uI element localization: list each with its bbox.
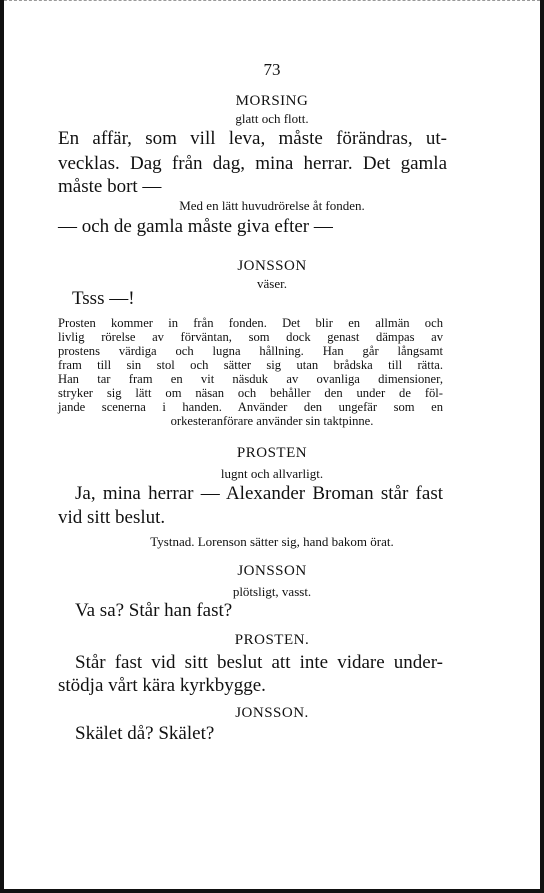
speaker-jonsson: JONSSON. [235,705,309,721]
speaker-prosten: PROSTEN [236,445,308,461]
dialogue-line: måste bort — [58,176,162,197]
speaker-prosten: PROSTEN. [234,632,310,648]
stage-paragraph-line: jande scenerna i handen. Använder den ungefär som en [58,400,443,414]
stage-direction: väser. [257,276,287,291]
stage-direction: plötsligt, vasst. [232,584,312,599]
stage-paragraph-line: livlig rörelse av förväntan, som dock genast dämpas av [58,330,443,344]
page-number: 73 [263,60,281,79]
stage-paragraph-line: prostens värdiga och lugna hållning. Han går långsamt [58,344,443,358]
stage-paragraph-line: orkesteranförare använder sin taktpinne. [170,414,374,428]
dialogue-line: Ja, mina herrar — Alexander Broman står fast [75,483,443,504]
stage-paragraph-line: Han tar fram en vit näsduk av ovanliga dimensioner, [58,372,443,386]
speaker-jonsson: JONSSON [237,563,307,579]
stage-paragraph-line: fram till sin stol och sätter sig utan brådska till rätta. [58,358,443,372]
dialogue-line: — och de gamla måste giva efter — [58,216,333,237]
speaker-morsing: MORSING [235,93,309,109]
stage-paragraph-line: Prosten kommer in från fonden. Det blir en allmän och [58,316,443,330]
stage-direction: Med en lätt huvudrörelse åt fonden. [179,198,365,213]
speaker-jonsson: JONSSON [237,258,307,274]
dialogue-line: vid sitt beslut. [58,507,166,528]
dialogue-line: Va sa? Står han fast? [75,600,233,621]
stage-paragraph-line: stryker sig lätt om näsan och behåller den under de föl- [58,386,443,400]
stage-direction: Tystnad. Lorenson sätter sig, hand bakom örat. [150,534,394,549]
stage-direction: glatt och flott. [235,111,309,126]
dialogue-line: Står fast vid sitt beslut att inte vidare under- [75,652,443,673]
stage-direction: lugnt och allvarligt. [220,466,324,481]
dialogue-line: stödja vårt kära kyrkbygge. [58,675,266,696]
dialogue-line: Tsss —! [72,288,135,309]
dialogue-line: vecklas. Dag från dag, mina herrar. Det gamla [58,153,447,174]
dialogue-line: En affär, som vill leva, måste förändras, ut- [58,128,447,149]
dialogue-line: Skälet då? Skälet? [75,723,215,744]
